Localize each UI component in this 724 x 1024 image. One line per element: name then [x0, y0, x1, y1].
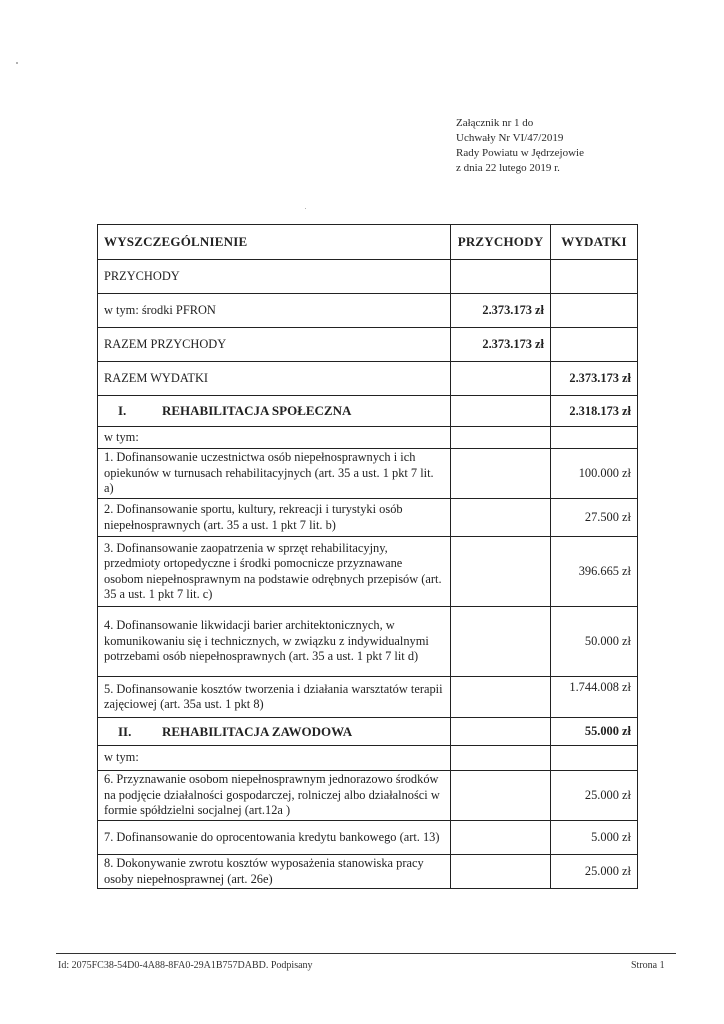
row-expenses: 55.000 zł: [551, 718, 638, 746]
row-income: [451, 362, 551, 396]
row-label: PRZYCHODY: [98, 260, 451, 294]
row-income: 2.373.173 zł: [451, 328, 551, 362]
row-income: [451, 607, 551, 677]
row-expenses: 25.000 zł: [551, 855, 638, 889]
row-expenses: [551, 328, 638, 362]
page-number: Strona 1: [631, 960, 665, 971]
table-row: [98, 260, 638, 294]
row-label: 6. Przyznawanie osobom niepełnosprawnym jednorazowo środków na podjęcie działalności gospodarczej, rolniczej albo działalności w formie spółdzielni socjalnej (art.12a ): [98, 771, 451, 821]
table-row: [98, 855, 638, 889]
row-expenses: 5.000 zł: [551, 821, 638, 855]
row-income: [451, 449, 551, 499]
row-label: 5. Dofinansowanie kosztów tworzenia i działania warsztatów terapii zajęciowej (art. 35a ust. 1 pkt 8): [98, 677, 451, 718]
section-row: [98, 718, 638, 746]
table-row: [98, 537, 638, 607]
row-label: 3. Dofinansowanie zaopatrzenia w sprzęt rehabilitacyjny, przedmioty ortopedyczne i środki pomocnicze przyznawane osobom niepełnosprawnym na podstawie odrębnych przepisów (art. 35 a ust. 1 pkt 7 lit. c): [98, 537, 451, 607]
row-expenses: 396.665 zł: [551, 537, 638, 607]
row-income: [451, 427, 551, 449]
budget-table: [97, 224, 638, 889]
row-expenses: 100.000 zł: [551, 449, 638, 499]
table-header-row: [98, 225, 638, 260]
annex-line-1: Załącznik nr 1 do: [456, 117, 534, 129]
row-label: 1. Dofinansowanie uczestnictwa osób niepełnosprawnych i ich opiekunów w turnusach rehabilitacyjnych (art. 35 a ust. 1 pkt 7 lit. a): [98, 449, 451, 499]
row-expenses: [551, 294, 638, 328]
row-income: [451, 396, 551, 427]
row-income: [451, 771, 551, 821]
row-label: 4. Dofinansowanie likwidacji barier architektonicznych, w komunikowaniu się i technicznych, w związku z indywidualnymi potrzebami osób niepełnosprawnych (art. 35 a ust. 1 pkt 7 lit d): [98, 607, 451, 677]
table-row: [98, 294, 638, 328]
annex-line-2: Uchwały Nr VI/47/2019: [456, 132, 564, 144]
row-label: 2. Dofinansowanie sportu, kultury, rekreacji i turystyki osób niepełnosprawnych (art. 35 a ust. 1 pkt 7 lit. b): [98, 499, 451, 537]
table-row: [98, 821, 638, 855]
annex-header: [456, 116, 584, 176]
section-label: REHABILITACJA ZAWODOWA: [162, 723, 353, 739]
row-expenses: 25.000 zł: [551, 771, 638, 821]
row-label: RAZEM WYDATKI: [98, 362, 451, 396]
annex-line-4: z dnia 22 lutego 2019 r.: [456, 162, 560, 174]
header-income: PRZYCHODY: [451, 225, 551, 260]
row-income: [451, 499, 551, 537]
annex-line-3: Rady Powiatu w Jędrzejowie: [456, 147, 584, 159]
row-label: w tym:: [98, 746, 451, 771]
row-expenses: 50.000 zł: [551, 607, 638, 677]
footer-divider: [56, 953, 676, 954]
row-expenses: [551, 260, 638, 294]
row-expenses: [551, 746, 638, 771]
section-title: [98, 396, 451, 427]
row-expenses: [551, 427, 638, 449]
row-income: [451, 746, 551, 771]
row-label: 7. Dofinansowanie do oprocentowania kredytu bankowego (art. 13): [98, 821, 451, 855]
row-label: w tym:: [98, 427, 451, 449]
row-income: [451, 537, 551, 607]
table-row: [98, 362, 638, 396]
row-income: [451, 677, 551, 718]
document-id: Id: 2075FC38-54D0-4A88-8FA0-29A1B757DABD. Podpisany: [58, 960, 313, 971]
section-label: REHABILITACJA SPOŁECZNA: [162, 403, 352, 419]
table-row: [98, 427, 638, 449]
section-title: [98, 718, 451, 746]
table-row: [98, 328, 638, 362]
row-label: RAZEM PRZYCHODY: [98, 328, 451, 362]
row-label: w tym: środki PFRON: [98, 294, 451, 328]
section-number: II.: [118, 723, 132, 739]
table-row: [98, 449, 638, 499]
table-row: [98, 499, 638, 537]
row-label: 8. Dokonywanie zwrotu kosztów wyposażenia stanowiska pracy osoby niepełnosprawnej (art. 26e): [98, 855, 451, 889]
scan-speck: [16, 62, 18, 64]
header-item: WYSZCZEGÓLNIENIE: [98, 225, 451, 260]
row-expenses: 2.373.173 zł: [551, 362, 638, 396]
table-row: [98, 607, 638, 677]
row-expenses: 2.318.173 zł: [551, 396, 638, 427]
row-expenses: 1.744.008 zł: [551, 677, 638, 718]
table-row: [98, 746, 638, 771]
table-row: [98, 771, 638, 821]
row-expenses: 27.500 zł: [551, 499, 638, 537]
row-income: [451, 260, 551, 294]
row-income: [451, 718, 551, 746]
header-expenses: WYDATKI: [551, 225, 638, 260]
row-income: 2.373.173 zł: [451, 294, 551, 328]
section-number: I.: [118, 403, 127, 419]
row-income: [451, 855, 551, 889]
row-income: [451, 821, 551, 855]
section-row: [98, 396, 638, 427]
table-row: [98, 677, 638, 718]
scan-speck: [305, 208, 306, 209]
